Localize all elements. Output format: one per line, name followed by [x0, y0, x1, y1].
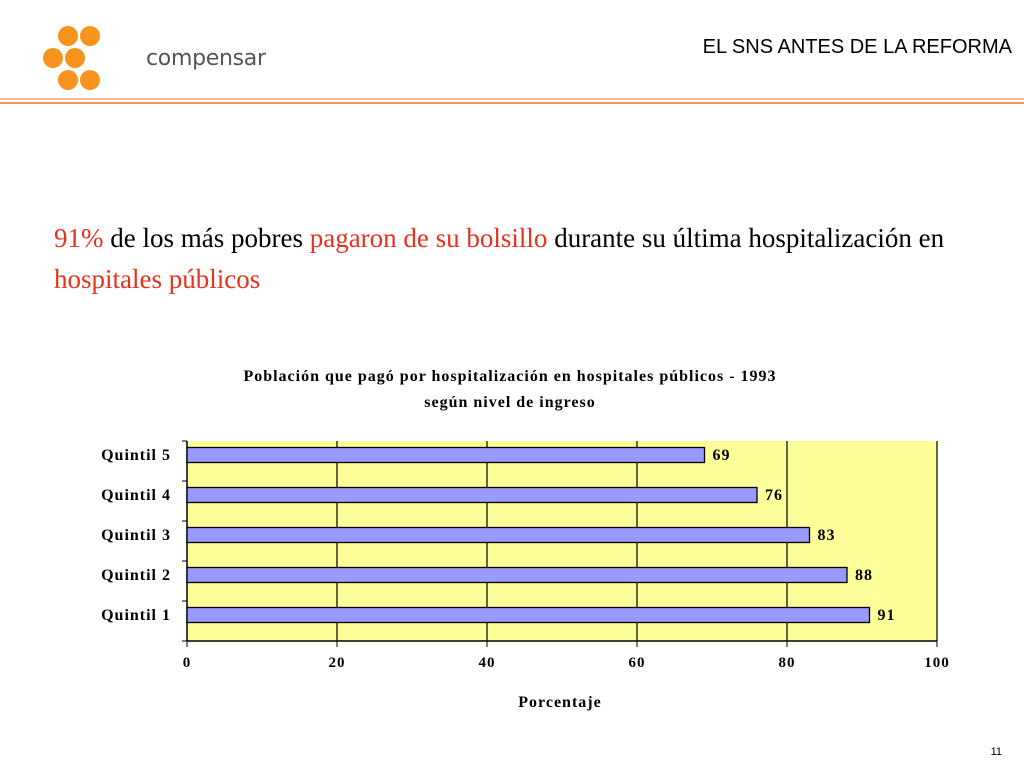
data-label: 76 [765, 487, 783, 504]
headline-highlight-2: hospitales públicos [54, 264, 261, 294]
category-label: Quintil 1 [101, 607, 171, 624]
data-label: 83 [817, 527, 836, 544]
headline-text-2: durante su última hospitalización en [547, 223, 945, 253]
slide-title: EL SNS ANTES DE LA REFORMA [702, 36, 1012, 58]
category-label: Quintil 4 [101, 487, 171, 504]
data-label: 88 [855, 567, 873, 584]
headline [54, 218, 984, 300]
headline-text-1: de los más pobres [103, 223, 310, 253]
bar [187, 488, 757, 503]
header-divider [0, 97, 1024, 105]
x-tick-label: 40 [478, 655, 496, 671]
bar [187, 528, 810, 543]
x-axis-label: Porcentaje [518, 694, 602, 711]
x-tick-label: 60 [628, 655, 646, 671]
bar [187, 568, 847, 583]
x-tick-label: 80 [778, 655, 796, 671]
chart-title: Población que pagó por hospitalización en hospitales públicos - 1993 [243, 368, 777, 385]
compensar-logo [40, 24, 266, 94]
headline-percentage: 91% [54, 223, 104, 253]
bar [187, 608, 870, 623]
headline-highlight-1: pagaron de su bolsillo [309, 223, 548, 253]
bar [187, 448, 705, 463]
x-tick-label: 100 [924, 655, 950, 671]
category-label: Quintil 2 [101, 567, 171, 584]
data-label: 91 [877, 607, 896, 624]
data-label: 69 [712, 447, 731, 464]
bar-chart [0, 350, 1024, 730]
x-tick-label: 20 [328, 655, 346, 671]
category-label: Quintil 5 [101, 447, 171, 464]
category-label: Quintil 3 [101, 527, 171, 544]
logo-dots-icon [40, 24, 150, 94]
page-number: 11 [990, 746, 1002, 758]
logo-wordmark: compensar [146, 46, 266, 71]
chart-subtitle: según nivel de ingreso [424, 394, 596, 411]
x-tick-label: 0 [182, 655, 192, 671]
